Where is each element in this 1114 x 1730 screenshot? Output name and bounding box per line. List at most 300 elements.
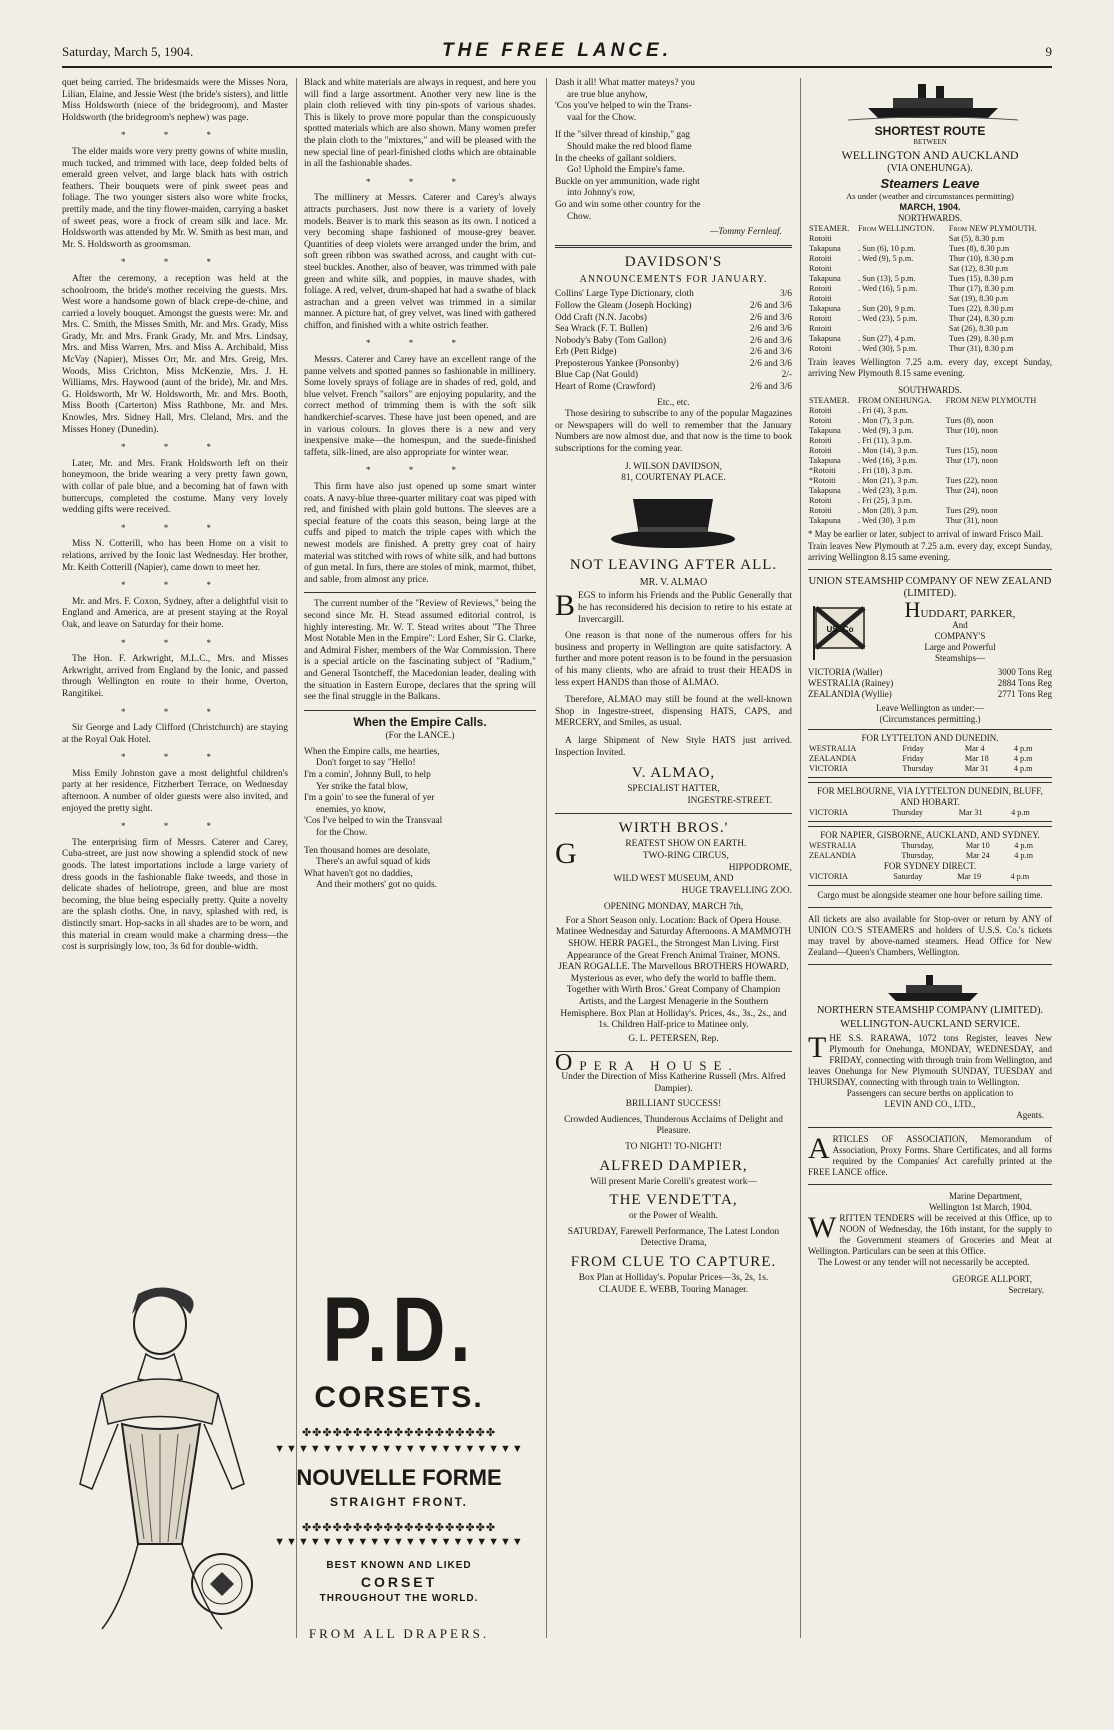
article-paragraph: This firm have also just opened up some smart winter coats. A navy-blue three-quarter military coat was piped with red, and finished with plain gold buttons. The sleeves are a special feature of the coats this season, being large at the cuffs and piped to match the triple capes with which the newest models are finished. A pretty grey coat of hairy material was stitched with rows of white silk, and had buttons of gun metal. In furs, there are stoles of mink, marmot, thibet, and sable, from almost any price. [304,482,536,585]
train-note-2: Train leaves New Plymouth at 7.25 a.m. every day, except Sunday, arriving Wellington 8.15 same evening. [808,541,1052,562]
table-cell: . Wed (16), 5 p.m. [858,284,918,293]
table-cell: Takapuna [809,456,841,465]
table-cell: Thursday [902,764,934,773]
book-item: Follow the Gleam (Joseph Hocking) 2/6 and 3/6 [555,300,792,311]
table-cell: ZEALANDIA [809,754,857,763]
pd-corsets-ad [62,1279,536,1641]
divider [555,1051,792,1052]
table-cell: Rotoiti [809,234,832,243]
drop-cap: G [555,837,577,871]
table-cell: 4 p.m [1013,754,1033,763]
timetable-row [808,284,1052,294]
table-cell: Mar 10 [965,841,990,850]
huddart-line: Steamships— [934,653,985,663]
poem-line: Go! Uphold the Empire's fame. [567,165,685,176]
timetable-row [808,466,1052,476]
table-cell: Thursday, [901,851,934,860]
table-cell [945,496,1052,506]
table-cell: Rotoiti [809,254,832,263]
opera-tonight: TO NIGHT! TO-NIGHT! [625,1141,722,1152]
route-via: (VIA ONEHUNGA). [887,163,973,174]
table-cell: Takapuna [809,486,841,495]
opera-play: THE VENDETTA, [609,1192,738,1209]
davidson-subtitle: ANNOUNCEMENTS FOR JANUARY. [579,273,768,285]
table-cell: Tues (29), 8.30 p.m [948,334,1014,343]
table-cell: Tues (22), noon [945,476,998,485]
book-item: Preposterous Yankee (Ponsonby) 2/6 and 3/6 [555,358,792,369]
marine-dept: Marine Department, [949,1191,1022,1201]
table-cell: . Wed (30), 5 p.m. [858,344,918,353]
separator-stars: * * * [366,465,474,476]
separator-stars: * * * [366,338,474,349]
company-flag-icon [808,604,868,660]
corset-lady-illustration [62,1284,262,1634]
table-cell: . Fri (11), 3 p.m. [858,436,912,445]
opera-crowd: Crowded Audiences, Thunderous Acclaims of Delight and Pleasure. [564,1114,783,1137]
table-cell: Rotoiti [809,436,832,445]
davidson-title: DAVIDSON'S [624,253,723,270]
route-heading: FOR SYDNEY DIRECT. [883,861,977,871]
secretary-label: Secretary. [1008,1285,1044,1295]
column-advertisements [555,78,792,1296]
allport-signature: GEORGE ALLPORT, [952,1274,1032,1284]
wirth-intro: G REATEST SHOW ON EARTH. TWO-RING CIRCUS, HIPPODROME, WILD WEST MUSEUM, AND HUGE TRAVELLING ZOO. [555,837,792,896]
wirth-signature: G. L. PETERSEN, Rep. [628,1033,719,1044]
poem-line: into Johnny's row, [567,188,636,199]
table-cell: *Rotoiti [809,466,836,475]
service-title: WELLINGTON-AUCKLAND SERVICE. [840,1019,1020,1030]
table-header-row: STEAMER. From WELLINGTON. From NEW PLYMOUTH. [809,224,1037,233]
timetable-row [808,244,1052,254]
poem-line: enemies, yo know, [316,804,386,815]
table-cell: . Mon (7), 3 p.m. [858,416,914,425]
poem-line: 'Cos I've helped to win the Transvaal [304,816,443,827]
poem-line: If the "silver thread of kinship," gag [555,130,690,141]
book-item: Odd Craft (N.N. Jacobs) 2/6 and 3/6 [555,312,792,323]
table-cell: . Fri (18), 3 p.m. [858,466,913,475]
articles-paragraph: ARTICLES OF ASSOCIATION, Memorandum of Association, Proxy Forms. Share Certificates, and all forms required by the Companies' Act carefully printed at the FREE LANCE office. [808,1132,1052,1177]
route-heading: FOR NAPIER, GISBORNE, AUCKLAND, AND SYDNEY. [820,830,1040,840]
table-cell: Tues (8), noon [945,416,994,425]
steamship-illustration [808,971,1052,1005]
timetable-row [808,294,1052,304]
table-cell: Thur (17), noon [945,456,998,465]
table-cell: . Fri (4), 3 p.m. [858,406,909,415]
book-item: Nobody's Baby (Tom Gallon) 2/6 and 3/6 [555,335,792,346]
ornament-row: ✤✤✤✤✤✤✤✤✤✤✤✤✤✤✤✤✤✤✤ [301,1427,497,1439]
between-label: BETWEEN [913,138,947,146]
pd-nouvelle-forme: NOUVELLE FORME [296,1465,502,1490]
poem-line: for the Chow. [316,828,368,839]
article-paragraph: Miss Emily Johnston gave a most delightful children's party at her residence, Fitzherbert Terrace, on Wednesday afternoon. A number of older guests were also invited, and enjoyed the pretty sight. [62,768,288,814]
poem-line: Don't forget to say "Hello! [316,758,416,769]
table-cell: Tues (15), noon [945,446,998,455]
table-cell: Tues (8), 8.30 p.m [948,244,1010,253]
table-header-row: STEAMER. FROM ONEHUNGA. FROM NEW PLYMOUTH [809,396,1037,405]
table-cell: Rotoiti [809,496,832,505]
opera-box-plan: Box Plan at Holliday's. Popular Prices—3s, 2s, 1s. [578,1272,769,1283]
wirth-body: For a Short Season only. Location: Back of Opera House. Matinee Wednesday and Saturday Afternoons. A MAMMOTH SHOW. HERR PAGEL, the Strongest Man Living. First Appearance of the Great French Animal Trainer, MONS. JEAN ROGALLE. The Marvellous BROTHERS HOWARD, Mysterious as ever, who defy the world to baffle them. Together with Wirth Bros.' Great Company of Champion Artists, and the Largest Menagerie in the Southern Hemisphere. Box Plan at Holliday's. Prices, 4s., 3s., 2s., and 1s. Children Half-price to Matinee only. [555,915,792,1031]
pd-straight-front: STRAIGHT FRONT. [330,1495,468,1509]
poem-line: are true blue anyhow, [567,89,648,100]
opera-saturday: SATURDAY, Farewell Performance, The Latest London Detective Drama, [567,1226,780,1249]
opera-signature: CLAUDE E. WEBB, Touring Manager. [598,1284,749,1295]
table-cell: Friday [902,754,924,763]
table-cell: . Wed (16), 3 p.m. [858,456,918,465]
table-cell: Rotoiti [809,416,832,425]
poem-line: Should make the red blood flame [567,141,692,152]
timetable-row [808,506,1052,516]
table-cell: Friday [902,744,924,753]
timetable-row [808,446,1052,456]
table-cell: Mar 19 [957,872,982,881]
separator-stars: * * * [121,130,229,141]
poem-line: I'm a comin', Johnny Bull, to help [304,770,431,781]
pd-title: P.D. [322,1279,476,1381]
route-heading: FOR MELBOURNE, VIA LYTTELTON DUNEDIN, BLUFF, AND HOBART. [817,786,1043,807]
table-cell: Tues (22), 8.30 p.m [948,304,1014,313]
table-cell: Takapuna [809,274,841,283]
book-item: Heart of Rome (Crawford) 2/6 and 3/6 [555,382,792,393]
book-item: Sea Wrack (F. T. Bullen) 2/6 and 3/6 [555,324,792,335]
article-paragraph: The enterprising firm of Messrs. Caterer and Carey, Cuba-street, are just now showing a splendid stock of new goods. The latest importations include a large variety of dress goods in the fashionable flake tweeds, and those in delicate shades of heliotrope, green, and blue are most becoming, the blue being especially pretty. Quite a novelty are the splash cloths. One, in navy, splashed with red, is distinctly smart. Hop-sacks in all shades are to be worn, and this material in cream would make a charming dress—the cost is surprisingly low, too, 3s 6d for double-width. [62,837,288,953]
separator-stars: * * * [366,176,474,187]
almao-name: MR. V. ALMAO [639,576,708,588]
huddart-parker-ad [808,597,1052,664]
sailing-lyttelton [808,729,1052,778]
agents-label: Agents. [1016,1110,1044,1120]
column-rule [800,78,801,1638]
poem-line: Chow. [567,211,592,222]
table-cell: VICTORIA [809,872,848,881]
marine-date: Wellington 1st March, 1904. [928,1202,1032,1212]
table-cell: . Sun (27), 4 p.m. [858,334,916,343]
timetable-row [808,486,1052,496]
table-cell: 4 p.m [1014,841,1033,850]
poem-line: Buckle on yer ammunition, wade right [555,176,700,187]
table-cell: . Sun (20), 9 p.m. [858,304,916,313]
ship-item: ZEALANDIA (Wyllie) 2771 Tons Reg [808,689,1052,699]
poem-continued [555,78,792,223]
pd-best-known: BEST KNOWN AND LIKED [326,1560,472,1571]
huddart-line: HUDDART, PARKER, [904,597,1016,622]
separator-stars: * * * [121,442,229,453]
sailing-row [808,764,1052,774]
article-paragraph: After the ceremony, a reception was held at the schoolroom, the bride's mother receiving the guests. Mrs. West wore a handsome gown of black crepe-de-chine, and carried a lovely bouquet. Amongst the guests were: Mr. and Mrs. C. Smith, the Misses Smith, Mr. and Mrs. Grady, Miss Grady, Mr. and Mrs. Frank Grady, Mr. and Mrs. Lindsay, Mrs. and Miss Warren, Mrs. and Miss A. Archibald, Miss McVay (Napier), Misses Orr, Mr. and Mrs. Greig, Mrs. Woods, Miss Crichton, Miss McKenzie, Mrs. J. H. Williams, Mrs. Haywood (aunt of the bride), Mr. and Mrs. G. Holdsworth, Mr W. Holdsworth, Mr. and Mrs. Booth, Miss Booth (Carterton) Miss Rathbone, Mr. and Mrs. Knowles, Mrs. Sidney Hall, Mrs. Cleland, Mrs. and the Misses Honey (Dunedin). [62,273,288,435]
drop-cap: T [808,1031,827,1064]
davidson-book-list [555,289,792,393]
southwards-heading: SOUTHWARDS. [898,385,962,395]
timetable-row [808,274,1052,284]
separator-stars: * * * [121,752,229,763]
table-cell: Thur (17), 8.30 p.m [948,284,1014,293]
sailing-melbourne [808,782,1052,822]
divider [808,569,1052,570]
almao-title: NOT LEAVING AFTER ALL. [569,556,778,573]
davidson-signature: J. WILSON DAVIDSON, [624,461,723,472]
sailing-row [808,841,1052,851]
table-cell: Thur (10), 8.30 p.m [948,254,1014,263]
pd-throughout: THROUGHOUT THE WORLD. [319,1593,479,1604]
table-cell: . Sun (13), 5 p.m. [858,274,916,283]
table-cell: . Wed (9), 3 p.m. [858,426,914,435]
timetable-row [808,304,1052,314]
train-note: Train leaves Wellington 7.25 a.m. every day, except Sunday, arriving New Plymouth 8.15 same evening. [808,357,1052,378]
poem-line: I'm a goin' to see the funeral of yer [304,793,435,804]
timetable-row [808,516,1052,526]
drop-cap: A [808,1132,830,1165]
opera-success: BRILLIANT SUCCESS! [625,1099,722,1110]
drop-cap: B [555,589,576,623]
timetable-row [808,334,1052,344]
divider [808,964,1052,965]
divider [555,245,792,248]
separator-stars: * * * [121,580,229,591]
southwards-timetable [808,396,1052,526]
article-paragraph: The current number of the "Review of Reviews," being the second since Mr. H. Stead assumed editorial control, is highly interesting. Mr. W. T. Stead writes about "The Three Most Notable Men in the Empire": Lord Esher, Sir G. Clarke, and Admiral Fisher, members of the War Commission. There is a special article on the fascinating subject of "Radium," and General Tsontcheff, the Macedonian leader, dealing with the situation in Eastern Europe, declares that the spring will see the final struggle in the Balkans. [304,599,536,703]
almao-paragraph: Therefore, ALMAO may still be found at the well-known Shop in Ingestre-street, dispensing HATS, CAPS, and MERCERY, and Smiles, as usual. [555,695,792,729]
ship-item: WESTRALIA (Rainey) 2884 Tons Reg [808,678,1052,688]
table-cell: 4 p.m [1010,872,1030,881]
table-cell: WESTRALIA [809,744,857,753]
almao-street: INGESTRE-STREET. [687,795,772,806]
davidson-address: 81, COURTENAY PLACE. [621,473,726,484]
poem-line: Yer strike the fatal blow, [316,781,408,792]
article-paragraph: Later, Mr. and Mrs. Frank Holdsworth left on their honeymoon, the bride wearing a very pretty fawn gown, with collar of pale blue, and a becoming hat of fawn with buttercups, completed the costume. Many very lovely wedding gifts were received. [62,458,288,516]
column-fashion [304,78,536,892]
pd-corset-word: CORSET [360,1574,438,1590]
column-shipping [808,78,1052,1296]
ship-list [808,667,1052,700]
separator-stars: * * * [121,522,229,533]
table-cell: Tues (15), 8.30 p.m [948,274,1014,283]
table-cell: Thur (24), noon [945,486,998,495]
table-cell: Takapuna [809,516,841,525]
table-cell: Thur (31), 8.30 p.m [948,344,1014,353]
table-cell: . Wed (23), 3 p.m. [858,486,918,495]
separator-stars: * * * [121,821,229,832]
table-cell: Mar 18 [964,754,989,763]
ship-item: VICTORIA (Waller) 3000 Tons Reg [808,667,1052,677]
book-item: Erb (Pett Ridge) 2/6 and 3/6 [555,347,792,358]
article-paragraph: The millinery at Messrs. Caterer and Carey's always attracts purchasers. Just now there is a variety of lovely models. Beaver is to mark this season as its own. I noticed a very becoming shape fashioned of mouse-grey beaver. Quantities of deep violets were arranged under the brim, and soft green ribbon was swathed across, and caught with cut-steel buckles. Another, also of beaver, was trimmed with pale green and white silk, and poppies, in mauve shades, with foliage. A red, velvet, drum-shaped hat had a swathe of black astrachan and a green velvet was trimmed in a similar manner. A picture hat, of grey velvet, was lined with gathered chiffon, and finished with a white ostrich feather. [304,193,536,331]
poem-line: Go and win some other country for the [555,199,701,210]
issue-date: Saturday, March 5, 1904. [62,44,194,59]
poem-credit: (For the LANCE.) [385,731,455,742]
poem-line: And their mothers' got no quids. [316,880,437,891]
table-cell: Takapuna [809,334,841,343]
table-cell: Rotoiti [809,344,832,353]
opera-play-sub: or the Power of Wealth. [629,1211,718,1222]
mail-note: * May be earlier or later, subject to arrival of inward Frisco Mail. [808,529,1044,539]
northwards-timetable [808,224,1052,354]
table-cell: VICTORIA [809,808,848,817]
steamship-illustration [808,78,1052,124]
schedule-month: MARCH, 1904. [899,202,961,212]
drop-cap: O [555,1050,580,1077]
huddart-line: Large and Powerful [924,642,996,652]
circumstances-note: (Circumstances permitting.) [879,714,981,724]
column-society-news [62,78,288,960]
divider [808,907,1052,908]
passengers-note: Passengers can secure berths on application to [846,1088,1014,1098]
table-cell [857,234,948,244]
article-paragraph: quet being carried. The bridesmaids were the Misses Nora, Lilian, Elaine, and Jessie West (the bride's sisters), and little Miss Holdsworth (niece of the bridegroom), and Master Holdsworth (the bridegroom's nephew) was page. [62,78,288,123]
poem-line: What haven't got no daddies, [304,868,413,879]
divider [304,592,536,593]
table-cell [945,466,1052,476]
almao-occupation: SPECIALIST HATTER, [627,784,720,795]
sailing-row [808,744,1052,754]
timetable-row [808,436,1052,446]
northern-title: NORTHERN STEAMSHIP COMPANY (LIMITED). [816,1005,1044,1016]
opera-title: OPERA HOUSE. [555,1050,739,1077]
opera-present: Will present Marie Corelli's greatest work— [590,1176,757,1187]
cargo-note: Cargo must be alongside steamer one hour before sailing time. [817,890,1043,900]
opera-actor: ALFRED DAMPIER, [599,1157,748,1174]
wirth-title: WIRTH BROS.' [618,820,729,837]
divider [555,813,792,814]
timetable-row [808,406,1052,416]
as-under-note: As under (weather and circumstances permitting) [846,191,1014,201]
tenders-paragraph: WRITTEN TENDERS will be received at this Office, up to NOON of Wednesday, the 16th instant, for the supply to the Government steamers of Groceries and Meat at Wellington. Particulars can be seen at this Office. [808,1211,1052,1256]
steamers-leave-heading: Steamers Leave [880,176,980,191]
timetable-row [808,344,1052,354]
table-cell [857,324,948,334]
table-cell: Rotoiti [809,506,832,515]
poem-author: —Tommy Fernleaf. [709,227,782,238]
article-paragraph: Messrs. Caterer and Carey have an excellent range of the panne velvets and spotted pannes so fashionable in millinery. Some lovely sprays of foliage are in shades of red, gold, and blue velvet. French "sailors" are enjoying popularity, and the correct method of trimming them is with the soft silk handkerchief-scarves. These have just been opened, and are in various colours. In gloves there is a new and very inexpensive make—the homespun, and the suede-finished taffeta, silk-lined, are also appropriate for winter wear. [304,355,536,458]
table-cell: Rotoiti [809,294,832,303]
table-cell: Rotoiti [809,284,832,293]
table-cell: 4 p.m [1014,851,1033,860]
page-header [62,40,1052,68]
almao-paragraph: One reason is that none of the numerous offers for his business and property in Wellington are quite satisfactory. A further and more potent reason is to be found in the persuasion of his many clients, who are afraid to trust their HEADS in less expert HANDS than those of ALMAO. [555,631,792,688]
route-heading: FOR LYTTELTON AND DUNEDIN. [861,733,999,743]
table-cell: . Wed (9), 5 p.m. [858,254,914,263]
pd-corsets-heading: CORSETS. [314,1381,484,1414]
davidson-etc: Etc., etc. [657,397,690,408]
table-cell: Thur (31), noon [945,516,998,525]
table-cell: Thursday [892,808,923,817]
table-cell: . Wed (30), 3 p.m [858,516,916,525]
ornament-row: ✤✤✤✤✤✤✤✤✤✤✤✤✤✤✤✤✤✤✤ [301,1522,497,1534]
table-cell: Rotoiti [809,264,832,273]
table-cell: . Mon (21), 3 p.m. [858,476,919,485]
flag-letters: USSCo [826,625,854,634]
sailing-napier [808,826,1052,886]
almao-signature: V. ALMAO, [631,765,716,782]
table-cell: Takapuna [809,244,841,253]
table-cell: . Sun (6), 10 p.m. [858,244,916,253]
table-cell: Sat (12), 8.30 p.m [948,264,1009,273]
poem-line: When the Empire calls, me hearties, [304,746,440,757]
table-cell: . Fri (25), 3 p.m. [858,496,913,505]
davidson-paragraph: Those desiring to subscribe to any of the popular Magazines or Newspapers will do well to remember that the January Numbers are now almost due, and that now is the time to book subscriptions for the coming year. [555,409,792,455]
wirth-opening: OPENING MONDAY, MARCH 7th, [603,902,744,913]
table-cell: ZEALANDIA [809,851,857,860]
separator-stars: * * * [121,706,229,717]
sailing-row [808,754,1052,764]
divider [808,1184,1052,1185]
table-cell: *Rotoiti [809,476,836,485]
opera-play-2: FROM CLUE TO CAPTURE. [570,1253,777,1270]
northwards-heading: NORTHWARDS. [897,213,963,223]
table-cell: Sat (5), 8.30 p.m [948,234,1004,243]
article-paragraph: The Hon. F. Arkwright, M.L.C., Mrs. and Misses Arkwright, arrived from England by the Ionic, and passed through Wellington en route to their home, Overton, Rangitikei. [62,654,288,699]
poem-line: 'Cos you've helped to win the Trans- [555,101,692,112]
timetable-row [808,264,1052,274]
pd-from-drapers: FROM ALL DRAPERS. [308,1626,490,1641]
table-cell [857,294,948,304]
table-cell: Thursday, [901,841,934,850]
poem-line: In the cheeks of gallant soldiers. [555,153,677,164]
table-cell: Sat (26), 8.30 p.m [948,324,1009,333]
timetable-row [808,254,1052,264]
huddart-line: COMPANY'S [934,631,986,641]
table-cell: . Mon (14), 3 p.m. [858,446,919,455]
article-paragraph: Miss N. Cotterill, who has been Home on a visit to relations, arrived by the Ionic last Wednesday. Her brother, Mr. Keith Cotterill (Napier), came down to meet her. [62,539,288,573]
table-cell: WESTRALIA [809,841,857,850]
poem-body [304,747,536,892]
sailing-row [808,851,1052,861]
poem-line: There's an awful squad of kids [316,857,431,868]
union-title: UNION STEAMSHIP COMPANY OF NEW ZEALAND (LIMITED). [808,576,1052,599]
shortest-route-heading: SHORTEST ROUTE [874,124,986,138]
table-cell: VICTORIA [809,764,848,773]
table-cell: Mar 4 [964,744,985,753]
ornament-row: ▼▼▼▼▼▼▼▼▼▼▼▼▼▼▼▼▼▼▼▼▼ [274,1536,524,1548]
poem-line: Dash it all! What matter mateys? you [555,78,695,88]
divider [304,710,536,711]
table-cell: 4 p.m [1013,764,1033,773]
poem-line: Ten thousand homes are desolate, [304,845,431,856]
table-cell: Takapuna [809,426,841,435]
article-paragraph: Mr. and Mrs. F. Coxon, Sydney, after a delightful visit to England and America, are at present staying at the Royal Oak, and leave on Saturday for their home. [62,596,288,630]
table-cell: Thur (24), 8.30 p.m [948,314,1014,323]
lowest-tender-note: The Lowest or any tender will not necessarily be accepted. [818,1257,1030,1267]
opera-subtitle: Under the Direction of Miss Katherine Russell (Mrs. Alfred Dampier). [561,1072,786,1094]
almao-paragraph-1: BEGS to inform his Friends and the Public Generally that he has reconsidered his decision to retire to his estate at Invercargill. [555,589,792,625]
ornament-row: ▼▼▼▼▼▼▼▼▼▼▼▼▼▼▼▼▼▼▼▼▼ [274,1443,524,1455]
book-item: Blue Cap (Nat Gould) 2/- [555,370,792,381]
masthead-title: THE FREE LANCE. [442,40,672,61]
table-cell: 4 p.m [1011,808,1030,817]
top-hat-illustration [555,493,792,553]
table-cell: Sat (19), 8.30 p.m [948,294,1009,303]
levin-agent: LEVIN AND CO., LTD., [884,1099,976,1109]
table-cell: Thur (10), noon [945,426,998,435]
divider [808,1127,1052,1128]
timetable-row [808,234,1052,244]
timetable-row [808,324,1052,334]
separator-stars: * * * [121,637,229,648]
page-number: 9 [1045,44,1052,59]
timetable-row [808,476,1052,486]
table-cell: Mar 31 [964,764,989,773]
article-paragraph: Sir George and Lady Clifford (Christchurch) are staying at the Royal Oak Hotel. [62,723,288,745]
poem-line: vaal for the Chow. [567,112,637,123]
timetable-row [808,496,1052,506]
poem-title: When the Empire Calls. [353,714,487,729]
timetable-row [808,416,1052,426]
tickets-note: All tickets are also available for Stop-over or return by ANY of UNION CO.'S STEAMERS and holders of U.S.S. Co.'s tickets may travel by above-named steamers. Head Office for New Zealand—Queen's Chambers, Wellington. [808,914,1052,957]
table-cell: Tues (29), noon [945,506,998,515]
table-cell [857,264,948,274]
table-cell: . Wed (23), 5 p.m. [858,314,918,323]
almao-paragraph: A large Shipment of New Style HATS just arrived. Inspection Invited. [555,735,792,758]
table-cell: Takapuna [809,304,841,313]
